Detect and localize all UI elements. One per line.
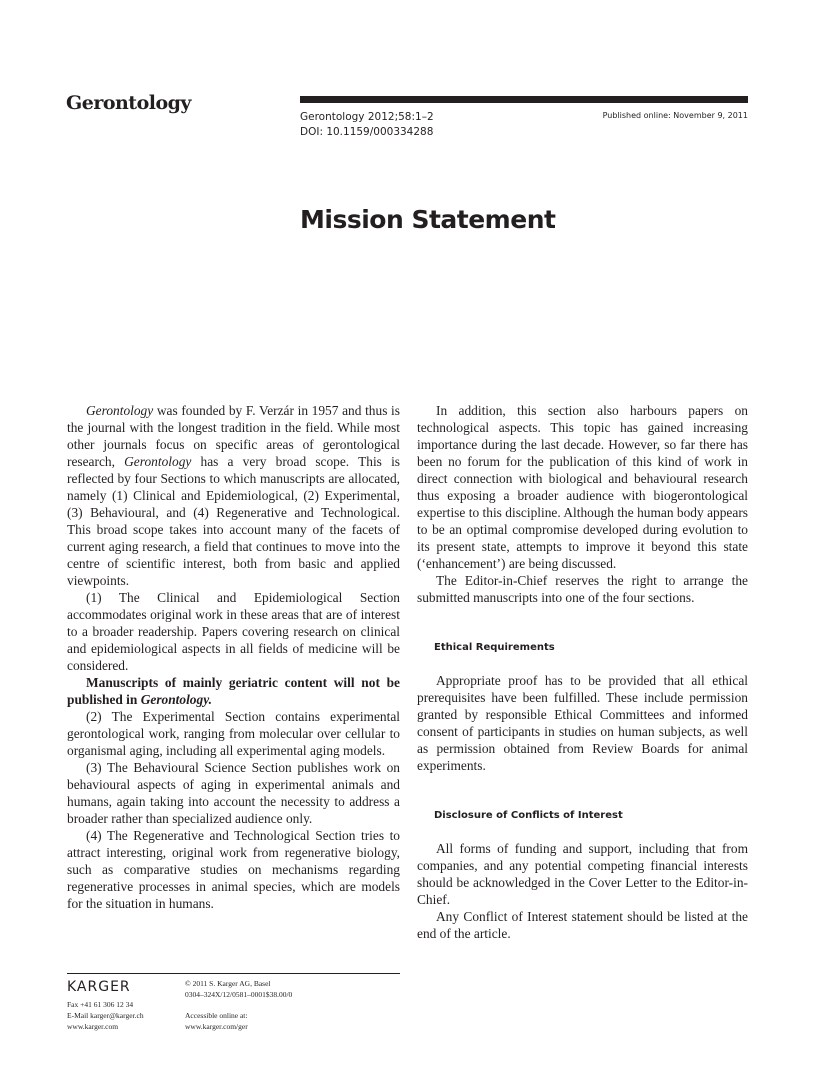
paragraph: (3) The Behavioural Science Section publishes work on behavioural aspects of aging in experimental animals and humans, again taking into account the necessity to address a broader rather than specialized audience only. xyxy=(67,760,400,826)
journal-name: Gerontology xyxy=(124,454,192,469)
citation-line: Gerontology 2012;58:1–2 xyxy=(300,111,434,123)
paragraph-text: Manuscripts of mainly geriatric content will not be published in xyxy=(67,675,400,707)
publisher-logo: KARGER xyxy=(67,979,131,995)
journal-url-link[interactable]: www.karger.com/ger xyxy=(185,1021,248,1031)
paragraph: (2) The Experimental Section contains experimental gerontological work, ranging from molecular over cellular to organismal aging, including all experimental aging models. xyxy=(67,709,400,758)
paragraph-bold xyxy=(67,674,400,708)
copyright: © 2011 S. Karger AG, Basel xyxy=(185,979,271,988)
footer-rule xyxy=(67,973,400,974)
website-link[interactable]: www.karger.com xyxy=(67,1022,119,1031)
doi-line: DOI: 10.1159/000334288 xyxy=(300,126,434,138)
online-access xyxy=(185,1011,248,1032)
header-rule xyxy=(300,96,748,103)
email-link[interactable]: E-Mail karger@karger.ch xyxy=(67,1011,144,1020)
issn: 0304–324X/12/0581–0001$38.00/0 xyxy=(185,989,293,999)
paragraph: (1) The Clinical and Epidemiological Section accommodates original work in these areas that are of interest to a broader readership. Papers covering research on clinical and epidemiological aspects in all fields of medicine will be considered. xyxy=(67,590,400,673)
journal-logo: Gerontology xyxy=(66,92,191,114)
paragraph: Any Conflict of Interest statement should be listed at the end of the article. xyxy=(417,909,748,941)
copyright-block xyxy=(185,979,292,1000)
section-heading: Disclosure of Conflicts of Interest xyxy=(434,810,623,821)
paragraph-text: has a very broad scope. This is reflected by four Sections to which manuscripts are allocated, namely (1) Clinical and Epidemiological, (2) Experimental, (3) Behavioural, and (4) Regenerative and Technological. This broad scope takes into account many of the facets of current aging research, a field that continues to move into the centre of scientific interest, both from basic and applied viewpoints. xyxy=(67,454,401,588)
fax: Fax +41 61 306 12 34 xyxy=(67,1000,134,1009)
publisher-contact xyxy=(67,999,144,1032)
accessible-label: Accessible online at: xyxy=(185,1011,248,1020)
citation xyxy=(300,110,434,140)
paragraph: In addition, this section also harbours papers on technological aspects. This topic has gained increasing importance during the last decade. However, so far there has been no forum for the publication of this kind of work in direct connection with biological and behavioural research thus exposing a broader audience with biogerontological expertise to this discipline. Although the human body appears to be an optimal compromise developed during evolution to its present state, attempts to improve it beyond this state (‘enhancement’) are being discussed. xyxy=(417,403,748,571)
right-column xyxy=(417,402,748,942)
paragraph: (4) The Regenerative and Technological Section tries to attract interesting, original work from regenerative biology, such as comparative studies on mechanisms regarding regenerative processes in animal species, which are models for the situation in humans. xyxy=(67,828,400,911)
published-date: Published online: November 9, 2011 xyxy=(602,111,748,120)
section-heading: Ethical Requirements xyxy=(434,642,555,653)
paragraph-text: was founded by F. Verzár in 1957 and thus is the journal with the longest tradition in the field. While most other journals focus on specific areas of gerontological research, xyxy=(67,403,400,469)
paragraph xyxy=(67,402,400,589)
article-title: Mission Statement xyxy=(300,205,556,234)
journal-name: Gerontology. xyxy=(140,692,212,707)
paragraph: Appropriate proof has to be provided that all ethical prerequisites have been fulfilled. These include permission granted by responsible Ethical Committees and informed consent of participants in studies on human subjects, as well as permission obtained from Review Boards for animal experiments. xyxy=(417,673,748,773)
left-column xyxy=(67,402,400,912)
journal-name: Gerontology xyxy=(86,403,154,418)
paragraph: All forms of funding and support, including that from companies, and any potential competing financial interests should be acknowledged in the Cover Letter to the Editor-in-Chief. xyxy=(417,841,748,907)
paragraph: The Editor-in-Chief reserves the right to arrange the submitted manuscripts into one of the four sections. xyxy=(417,573,748,605)
